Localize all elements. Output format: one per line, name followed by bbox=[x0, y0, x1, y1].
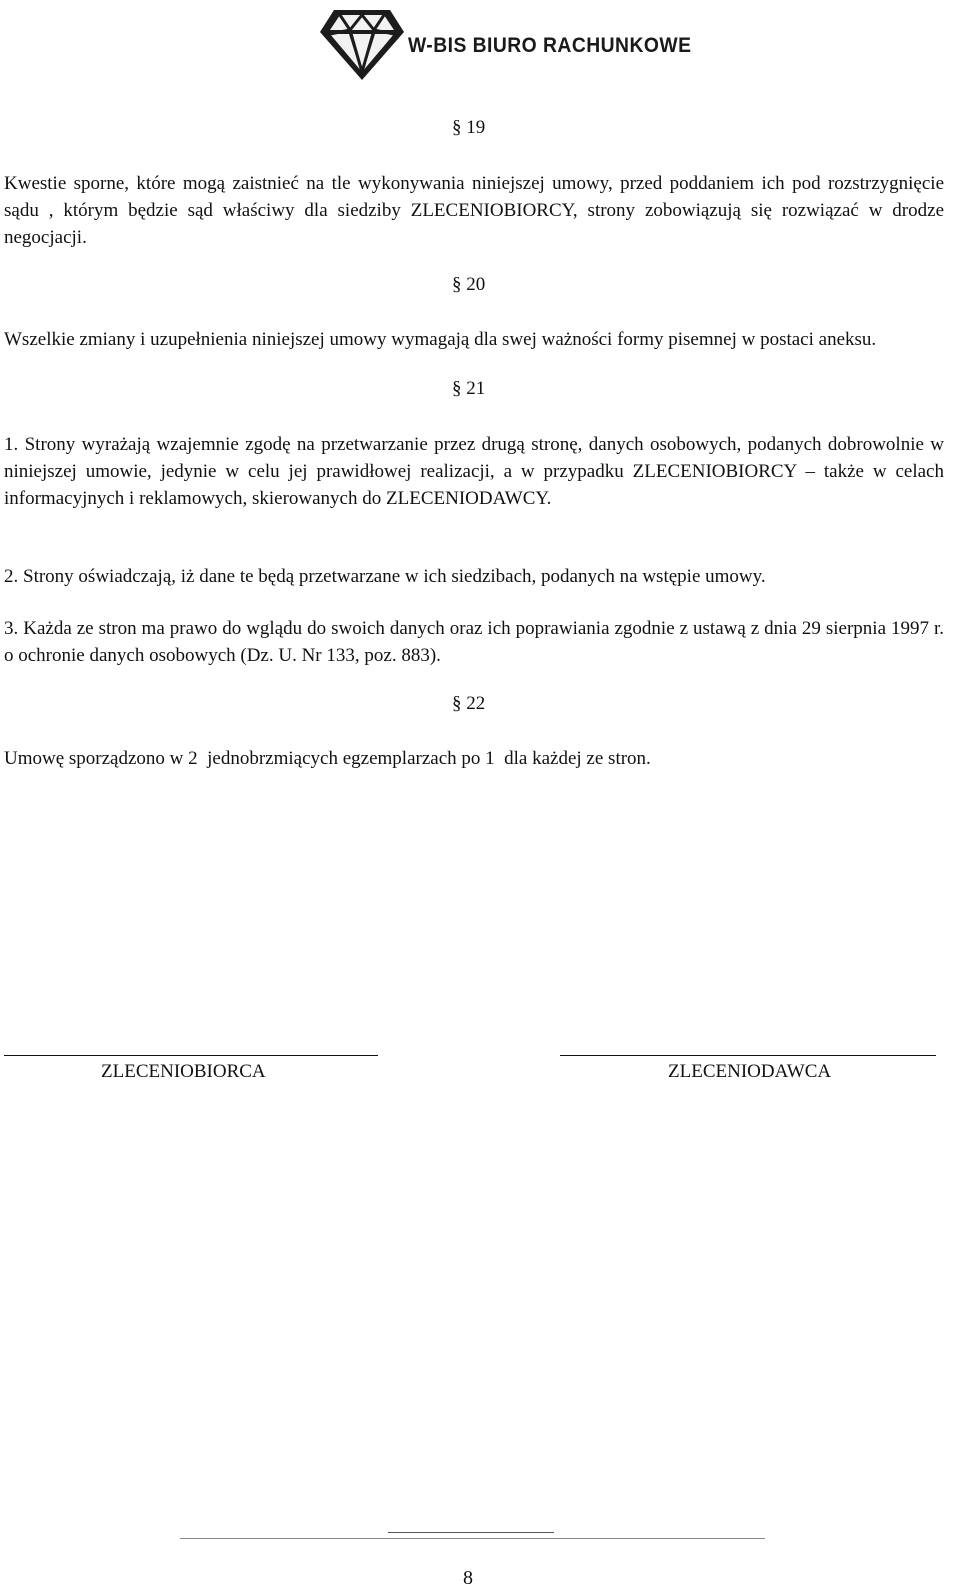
diamond-icon bbox=[320, 6, 404, 82]
section-number-21: § 21 bbox=[452, 378, 486, 399]
page-number: 8 bbox=[463, 1567, 473, 1589]
signature-label-zleceniobiorca: ZLECENIOBIORCA bbox=[101, 1061, 266, 1082]
company-logo bbox=[320, 6, 692, 86]
section-number-19: § 19 bbox=[452, 117, 486, 138]
section-21-point-2: 2. Strony oświadczają, iż dane te będą przetwarzane w ich siedzibach, podanych na wstępie umowy. bbox=[4, 566, 766, 587]
section-21-point-3: 3. Każda ze stron ma prawo do wglądu do swoich danych oraz ich poprawiania zgodnie z ustawą z dnia 29 sierpnia 1997 r. o ochronie danych osobowych (Dz. U. Nr 133, poz. 883). bbox=[4, 618, 944, 666]
footer-divider bbox=[180, 1538, 765, 1539]
signature-line-left bbox=[4, 1055, 378, 1056]
section-20-paragraph: Wszelkie zmiany i uzupełnienia niniejszej umowy wymagają dla swej ważności formy pisemnej w postaci aneksu. bbox=[4, 329, 877, 350]
section-19-paragraph: Kwestie sporne, które mogą zaistnieć na tle wykonywania niniejszej umowy, przed poddaniem ich pod rozstrzygnięcie sądu , którym będzie sąd właściwy dla siedziby ZLECENIOBIORCY, strony zobowiązują się rozwiązać w drodze negocjacji. bbox=[4, 173, 944, 248]
footer-divider-top bbox=[388, 1532, 554, 1533]
section-21-point-1: 1. Strony wyrażają wzajemnie zgodę na przetwarzanie przez drugą stronę, danych osobowych, podanych dobrowolnie w niniejszej umowie, jedynie w celu jej prawidłowej realizacji, a w przypadku ZLECENIOBIORCY – także w celach informacyjnych i reklamowych, skierowanych do ZLECENIODAWCY. bbox=[4, 434, 944, 509]
logo-text: W-BIS BIURO RACHUNKOWE bbox=[408, 34, 692, 57]
section-number-22: § 22 bbox=[452, 693, 486, 714]
signature-line-right bbox=[560, 1055, 936, 1056]
signature-label-zleceniodawca: ZLECENIODAWCA bbox=[668, 1061, 832, 1082]
section-22-paragraph: Umowę sporządzono w 2 jednobrzmiących egzemplarzach po 1 dla każdej ze stron. bbox=[4, 748, 651, 769]
section-number-20: § 20 bbox=[452, 274, 486, 295]
